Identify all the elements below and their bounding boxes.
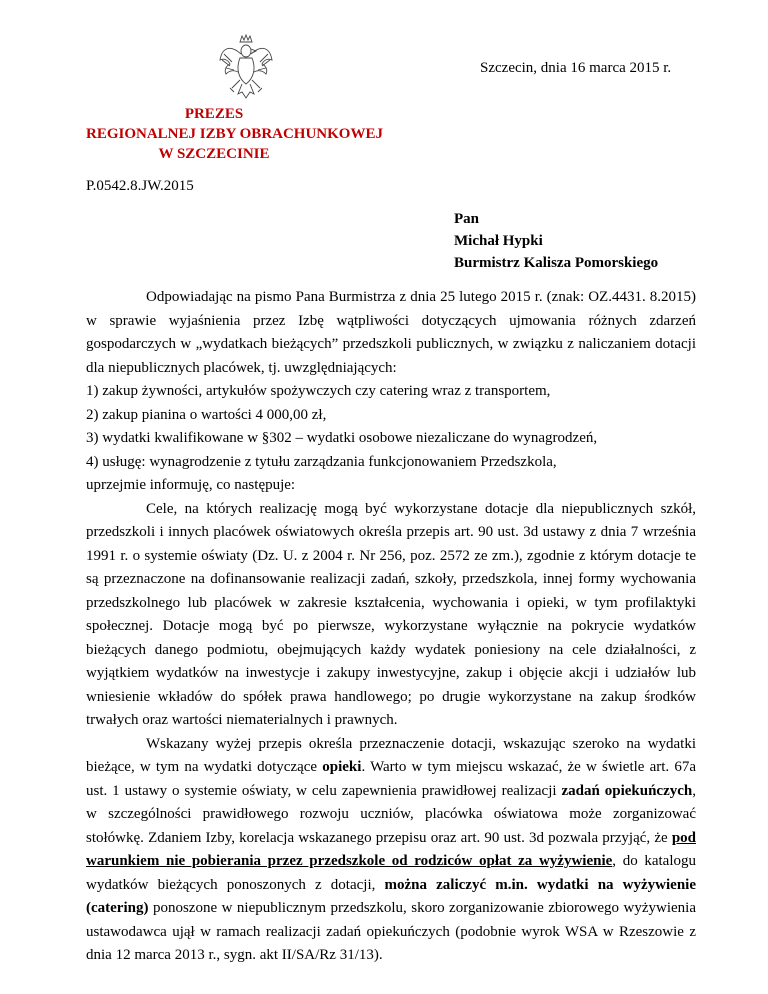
closing-line: uprzejmie informuję, co następuje: xyxy=(86,477,296,493)
paragraph-conclusion xyxy=(86,733,696,968)
list-item: 1) zakup żywności, artykułów spożywczych czy catering wraz z transportem, xyxy=(86,383,551,399)
paragraph-intro: Odpowiadając na pismo Pana Burmistrza z dnia 25 lutego 2015 r. (znak: OZ.4431. 8.2015) w sprawie wyjaśnienia przez Izbę wątpliwości dotyczących ujmowania różnych zdarzeń gospodarczych w „wydatkach bieżących” przedszkoli publicznych, w związku z naliczaniem dotacji dla niepublicznych placówek, tj. uwzględniających: xyxy=(86,289,696,376)
paragraph-legal-basis: Cele, na których realizację mogą być wykorzystane dotacje dla niepublicznych szkół, przedszkoli i innych placówek oświatowych określa przepis art. 90 ust. 3d ustawy z dnia 7 września 1991 r. o systemie oświaty (Dz. U. z 2004 r. Nr 256, poz. 2572 ze zm.), zgodnie z którym dotacje te są przeznaczone na dofinansowanie realizacji zadań, szkoły, przedszkola, innej formy wychowania przedszkolnego lub placówek w zakresie kształcenia, wychowania i opieki, w tym profilaktyki społecznej. Dotacje mogą być po pierwsze, wykorzystane wyłącznie na pokrycie wydatków bieżących danego podmiotu, obejmujących każdy wydatek poniesiony na cele działalności, z wyjątkiem wydatków na inwestycje i zakupy inwestycyjne, zakup i objęcie akcji i udziałów lub wniesienie wkładów do spółek prawa handlowego; po drugie wykorzystane na zakup środków trwałych oraz wartości niematerialnych i prawnych. xyxy=(86,500,696,728)
addressee-block xyxy=(454,208,658,274)
text-run: . Warto w tym miejscu wskazać, że w świetle art. 67a ust. 1 ustawy o systemie oświaty, w celu zapewnienia prawidłowej realizacji xyxy=(86,759,696,799)
addressee-salutation: Pan xyxy=(454,211,480,227)
issuer-heading xyxy=(86,104,383,164)
underlined-condition: pod warunkiem nie pobierania przez przedszkole od rodziców opłat za wyżywienie xyxy=(86,829,696,869)
list-item: 2) zakup pianina o wartości 4 000,00 zł, xyxy=(86,406,327,423)
issuer-line: W SZCZECINIE xyxy=(158,146,270,162)
reference-number: P.0542.8.JW.2015 xyxy=(86,178,194,194)
emphasis-zadan-opiekunczych: zadań opiekuńczych xyxy=(561,782,693,799)
list-item: 3) wydatki kwalifikowane w §302 – wydatki osobowe niezaliczane do wynagrodzeń, xyxy=(86,430,598,446)
addressee-title: Burmistrz Kalisza Pomorskiego xyxy=(454,255,659,271)
issuer-line: REGIONALNEJ IZBY OBRACHUNKOWEJ xyxy=(86,126,383,142)
list-item: 4) usługę: wynagrodzenie z tytułu zarządzania funkcjonowaniem Przedszkola, xyxy=(86,453,557,470)
issuer-line: PREZES xyxy=(184,106,244,122)
letter-body xyxy=(86,286,696,968)
emphasis-catering: można zaliczyć m.in. wydatki na wyżywienie (catering) xyxy=(86,876,696,916)
emphasis-opieki: opieki xyxy=(322,759,362,775)
text-run: , w szczególności prawidłowego rozwoju uczniów, placówka oświatowa może zorganizować stołówkę. Zdaniem Izby, korelacja wskazanego przepisu oraz art. 90 ust. 3d pozwala przyjąć, że xyxy=(86,782,696,846)
text-run: , do katalogu wydatków bieżących ponoszonych z dotacji, xyxy=(86,853,696,893)
addressee-name: Michał Hypki xyxy=(454,233,543,249)
polish-eagle-emblem-icon xyxy=(218,34,274,100)
text-run: Wskazany wyżej przepis określa przeznaczenie dotacji, wskazując szeroko na wydatki bieżące, w tym na wydatki dotyczące xyxy=(86,735,696,775)
letter-date: Szczecin, dnia 16 marca 2015 r. xyxy=(480,60,672,76)
text-run: ponoszone w niepublicznym przedszkolu, skoro zorganizowanie zbiorowego wyżywienia ustawodawca ujął w ramach realizacji zadań opiekuńczych (podobnie wyrok WSA w Rzeszowie z dnia 12 marca 2013 r., sygn. akt II/SA/Rz 31/13). xyxy=(86,900,696,963)
